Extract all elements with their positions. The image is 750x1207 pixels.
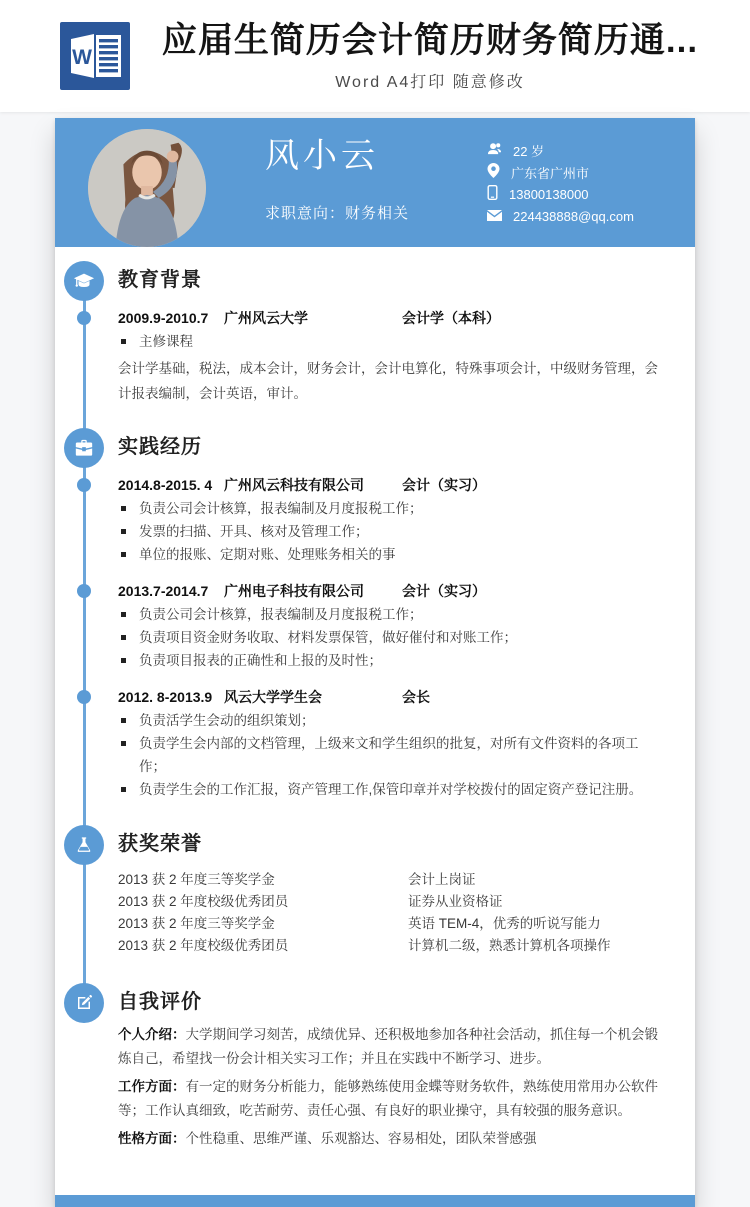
resume-page	[55, 118, 695, 1207]
timeline-dot	[77, 478, 91, 492]
awards-list	[118, 869, 660, 957]
education-major: 会计学（本科）	[402, 310, 500, 326]
experience-entry	[118, 473, 660, 566]
pencil-edit-icon	[64, 983, 104, 1023]
experience-bullet: 负责学生会的工作汇报，资产管理工作,保管印章并对学校拨付的固定资产登记注册。	[118, 778, 660, 801]
contact-age-text: 22 岁	[513, 143, 545, 159]
evaluation-text: 大学期间学习刻苦，成绩优异、还积极地参加各种社会活动，抓住每一个机会锻炼自己，希望找一份会计相关实习工作；并且在实践中不断学习、进步。	[118, 1027, 658, 1066]
evaluation-label: 性格方面：	[118, 1131, 186, 1146]
section-self-evaluation-title: 自我评价	[118, 985, 660, 1019]
section-experience	[118, 430, 660, 801]
contact-location	[487, 163, 634, 181]
bullet-square-icon	[121, 658, 126, 663]
profile-photo	[88, 129, 206, 247]
evaluation-text: 有一定的财务分析能力，能够熟练使用金蝶等财务软件，熟练使用常用办公软件等；工作认真细致，吃苦耐劳、责任心强、有良好的职业操守，具有较强的服务意识。	[118, 1079, 658, 1118]
evaluation-item	[118, 1075, 660, 1123]
contact-email	[487, 207, 634, 225]
education-school: 广州风云大学	[224, 310, 308, 326]
experience-bullet: 负责公司会计核算，报表编制及月度报税工作；	[118, 603, 660, 626]
award-item: 2013 获 2 年度校级优秀团员	[118, 938, 289, 953]
phone-icon	[487, 185, 498, 203]
section-awards	[118, 827, 660, 957]
education-courses: 会计学基础，税法，成本会计，财务会计，会计电算化，特殊事项会计，中级财务管理，会计报表编制，会计英语，审计。	[118, 361, 658, 401]
experience-bullet: 负责活学生会动的组织策划；	[118, 709, 660, 732]
award-item: 2013 获 2 年度三等奖学金	[118, 872, 275, 887]
evaluation-text: 个性稳重、思维严谨、乐观豁达、容易相处，团队荣誉感强	[185, 1131, 537, 1146]
section-education-title: 教育背景	[118, 263, 660, 297]
experience-entry-header: 2013.7-2014.7 广州电子科技有限公司 会计（实习）	[118, 579, 660, 603]
candidate-name: 风小云	[265, 137, 379, 175]
experience-bullet: 负责公司会计核算，报表编制及月度报税工作；	[118, 497, 660, 520]
evaluation-label: 工作方面：	[118, 1079, 186, 1094]
bullet-square-icon	[121, 741, 126, 746]
evaluation-item	[118, 1127, 660, 1151]
timeline-line	[83, 283, 86, 1003]
document-header	[0, 0, 750, 112]
section-experience-title: 实践经历	[118, 430, 660, 464]
mail-icon	[487, 209, 502, 224]
experience-bullet: 单位的报账、定期对账、处理账务相关的事	[118, 543, 660, 566]
evaluation-item	[118, 1023, 660, 1071]
word-logo-icon	[60, 22, 130, 90]
doc-subtitle: Word A4打印 随意修改	[335, 74, 525, 91]
contact-phone	[487, 185, 634, 203]
bullet-square-icon	[121, 552, 126, 557]
timeline-dot	[77, 584, 91, 598]
bullet-square-icon	[121, 612, 126, 617]
timeline-dot	[77, 690, 91, 704]
evaluation-label: 个人介绍：	[118, 1027, 186, 1042]
profile-band	[55, 118, 695, 247]
bullet-square-icon	[121, 506, 126, 511]
experience-bullet: 负责项目资金财务收取、材料发票保管，做好催付和对账工作；	[118, 626, 660, 649]
flask-icon	[64, 825, 104, 865]
experience-entry	[118, 579, 660, 672]
certificate-item: 英语 TEM-4，优秀的听说写能力	[408, 916, 601, 931]
experience-entry-header: 2014.8-2015. 4 广州风云科技有限公司 会计（实习）	[118, 473, 660, 497]
briefcase-icon	[64, 428, 104, 468]
doc-title: 应届生简历会计简历财务简历通...	[161, 21, 699, 60]
contact-phone-text: 13800138000	[509, 186, 589, 202]
certificate-item: 证券从业资格证	[408, 894, 503, 909]
experience-entry-header: 2012. 8-2013.9 风云大学学生会 会长	[118, 685, 660, 709]
award-item: 2013 获 2 年度校级优秀团员	[118, 894, 289, 909]
section-awards-title: 获奖荣誉	[118, 827, 660, 861]
bullet-square-icon	[121, 529, 126, 534]
page-footer-bar	[55, 1195, 695, 1207]
job-objective: 求职意向：财务相关	[265, 205, 410, 222]
award-item: 2013 获 2 年度三等奖学金	[118, 916, 275, 931]
contact-email-text: 224438888@qq.com	[513, 208, 634, 224]
section-education	[118, 263, 660, 406]
bullet-square-icon	[121, 787, 126, 792]
graduation-cap-icon	[64, 261, 104, 301]
certificate-item: 计算机二级，熟悉计算机各项操作	[408, 938, 611, 953]
timeline-dot	[77, 311, 91, 325]
certificate-item: 会计上岗证	[408, 872, 476, 887]
experience-bullet: 负责学生会内部的文档管理，上级来文和学生组织的批复，对所有文件资料的各项工作；	[118, 732, 660, 778]
experience-bullet: 负责项目报表的正确性和上报的及时性；	[118, 649, 660, 672]
education-period: 2009.9-2010.7	[118, 310, 209, 326]
contact-location-text: 广东省广州市	[511, 165, 590, 181]
contact-info	[487, 141, 634, 225]
contact-age	[487, 141, 634, 159]
location-icon	[487, 163, 500, 181]
experience-bullet: 发票的扫描、开具、核对及管理工作；	[118, 520, 660, 543]
person-icon	[487, 142, 502, 159]
education-entry-header	[118, 306, 660, 330]
bullet-square-icon	[121, 718, 126, 723]
education-entry	[118, 306, 660, 406]
education-bullet: 主修课程	[118, 330, 660, 353]
bullet-square-icon	[121, 635, 126, 640]
word-logo-letter: W	[72, 46, 92, 69]
resume-body	[55, 247, 695, 1195]
section-self-evaluation	[118, 985, 660, 1151]
bullet-square-icon	[121, 339, 126, 344]
experience-entry	[118, 685, 660, 801]
